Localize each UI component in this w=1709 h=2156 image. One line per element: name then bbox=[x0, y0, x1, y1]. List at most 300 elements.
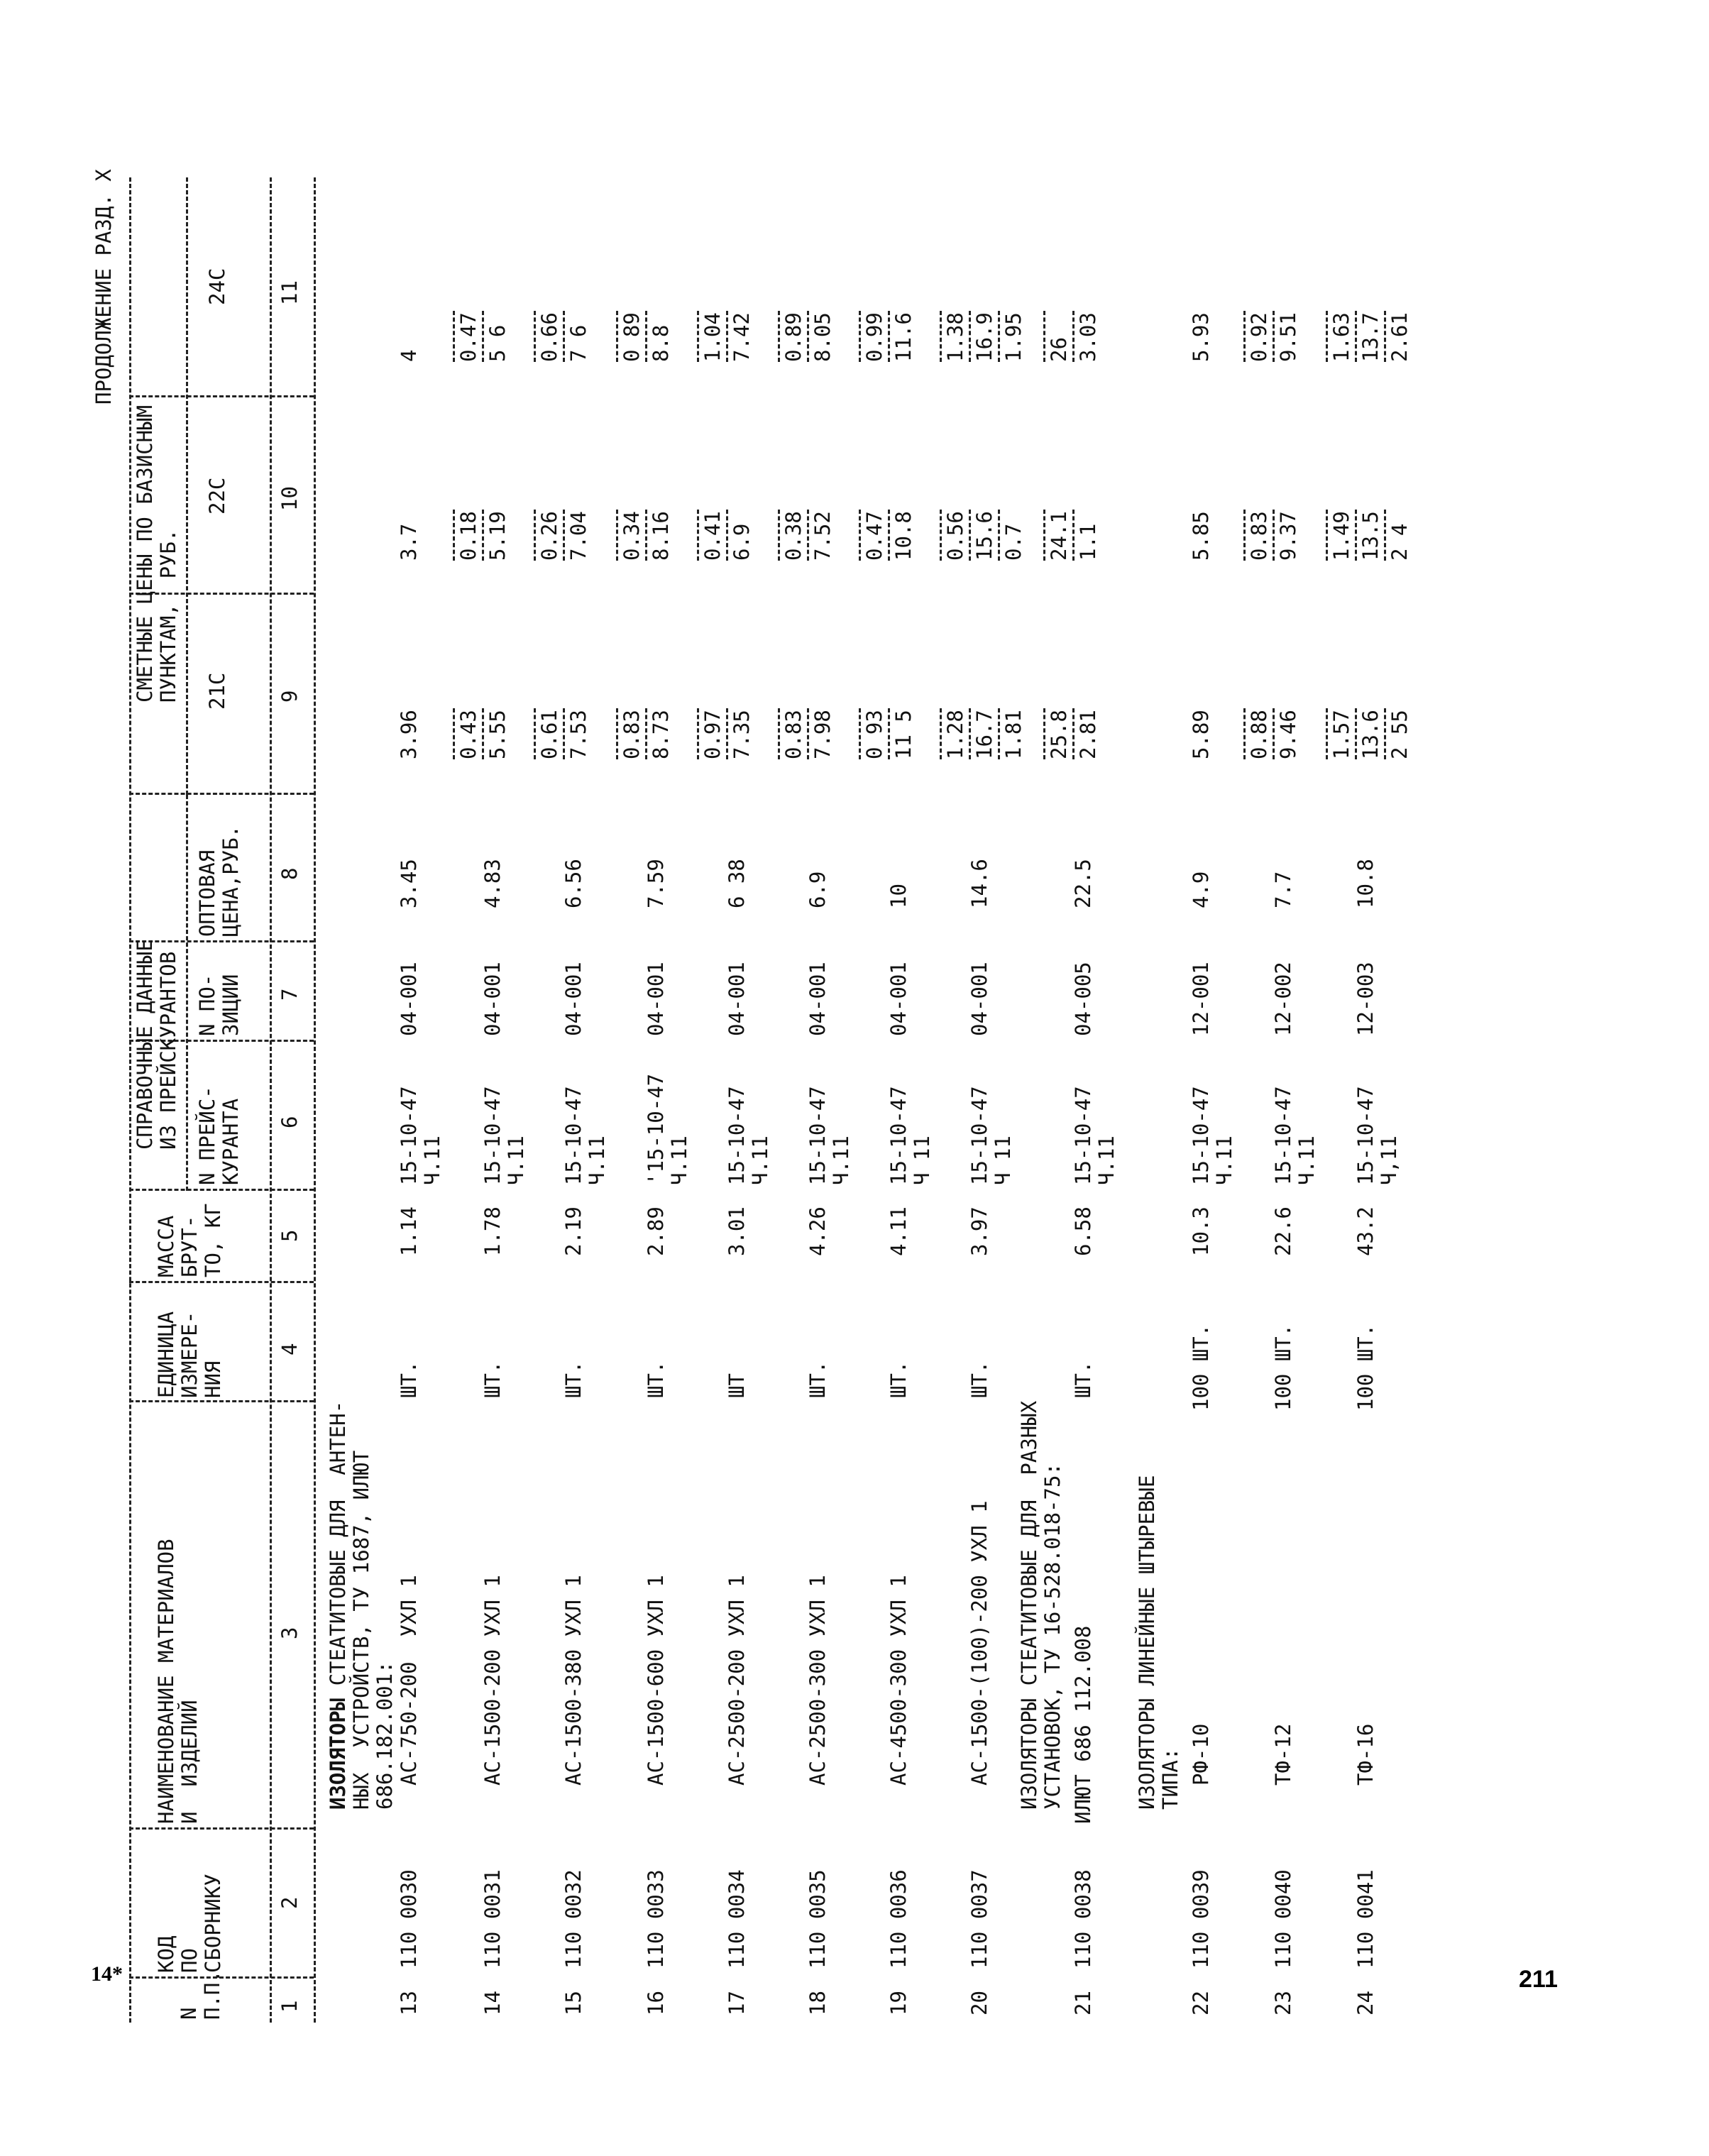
row-price-22c bbox=[1242, 510, 1300, 561]
row-pricelist: 15-10-47 bbox=[1071, 1086, 1095, 1185]
row-price-21c bbox=[532, 708, 590, 759]
price-addon: 0.83 bbox=[620, 710, 644, 759]
price-addon: 0.18 bbox=[456, 511, 480, 561]
row-name: ТФ-12 bbox=[1271, 1723, 1295, 1786]
row-code: 110 0039 bbox=[1189, 1869, 1213, 1969]
row-price-22c: 5.85 bbox=[1189, 511, 1213, 561]
row-price-21c bbox=[776, 708, 835, 759]
row-position: 04-001 bbox=[967, 962, 991, 1036]
row-mass: 22.6 bbox=[1271, 1206, 1295, 1256]
header-unit: ИЗМЕРЕ- bbox=[177, 1311, 202, 1398]
row-position: 04-001 bbox=[561, 962, 586, 1036]
row-name: АС-1500-600 УХЛ 1 bbox=[644, 1575, 668, 1786]
fraction-bar bbox=[1326, 311, 1328, 362]
row-pricelist: Ч.11 bbox=[748, 1135, 772, 1185]
header-pricelist: КУРАНТА bbox=[219, 1098, 243, 1185]
price-total: 8.05 bbox=[810, 312, 835, 362]
group-heading-line: ТИПА: bbox=[1158, 1747, 1182, 1810]
row-price-24c bbox=[615, 311, 673, 362]
row-position: 04-001 bbox=[644, 962, 668, 1036]
row-pricelist: 15-10-47 bbox=[1271, 1086, 1295, 1185]
row-price-21c bbox=[1042, 708, 1100, 759]
row-position: 04-001 bbox=[397, 962, 421, 1036]
price-total: 7.53 bbox=[566, 710, 590, 759]
price-total: 5.55 bbox=[485, 710, 510, 759]
row-pricelist: Ч.11 bbox=[585, 1135, 609, 1185]
price-total: 16.7 bbox=[972, 710, 996, 759]
column-number: 9 bbox=[277, 690, 302, 703]
price-addon: 0.83 bbox=[781, 710, 806, 759]
row-mass: 2.89 bbox=[644, 1206, 668, 1256]
price-addon: 1.49 bbox=[1329, 511, 1353, 561]
fraction-bar bbox=[616, 708, 618, 759]
price-total: 13.7 bbox=[1358, 312, 1383, 362]
row-position: 12-003 bbox=[1353, 962, 1378, 1036]
header-mid-rule bbox=[270, 177, 272, 2023]
row-price-21c bbox=[696, 708, 754, 759]
fraction-bar bbox=[940, 311, 942, 362]
price-addon: 0.83 bbox=[1247, 511, 1271, 561]
fraction-bar bbox=[1355, 510, 1357, 561]
price-total: 11 5 bbox=[891, 710, 916, 759]
column-number: 8 bbox=[277, 867, 302, 880]
row-position: 04-001 bbox=[480, 962, 505, 1036]
fraction-bar bbox=[534, 510, 536, 561]
fraction-bar bbox=[1043, 510, 1045, 561]
header-21c: 21С bbox=[205, 672, 229, 710]
fraction-bar bbox=[1384, 311, 1386, 362]
price-addon: 1.57 bbox=[1329, 710, 1353, 759]
fraction-bar bbox=[563, 708, 565, 759]
column-number: 7 bbox=[277, 988, 302, 1001]
fraction-bar bbox=[888, 708, 890, 759]
row-pricelist: 15-10-47 bbox=[806, 1086, 830, 1185]
fraction-bar bbox=[969, 510, 971, 561]
header-mass: БРУТ- bbox=[177, 1215, 202, 1277]
row-mass: 43.2 bbox=[1353, 1206, 1378, 1256]
fraction-bar bbox=[616, 510, 618, 561]
row-name: АС-1500-(100)-200 УХЛ 1 bbox=[967, 1500, 991, 1786]
price-total: 9.51 bbox=[1276, 312, 1300, 362]
row-code: 110 0032 bbox=[561, 1869, 586, 1969]
row-price-24c bbox=[1324, 311, 1412, 362]
column-number: 2 bbox=[277, 1896, 302, 1909]
column-number: 6 bbox=[277, 1116, 302, 1128]
row-price-22c bbox=[451, 510, 510, 561]
fraction-bar bbox=[1355, 311, 1357, 362]
fraction-bar bbox=[940, 510, 942, 561]
fraction-bar bbox=[1072, 311, 1075, 362]
header-unit: ЕДИНИЦА bbox=[154, 1311, 178, 1398]
header-mass: ТО, КГ bbox=[201, 1203, 225, 1277]
fraction-bar bbox=[998, 510, 1000, 561]
row-code: 110 0038 bbox=[1071, 1869, 1095, 1969]
row-price-21c bbox=[938, 708, 1026, 759]
fraction-bar bbox=[888, 311, 890, 362]
row-wholesale: 14.6 bbox=[967, 859, 991, 908]
row-unit: ШТ. bbox=[886, 1360, 911, 1398]
header-24c: 24С bbox=[205, 268, 229, 305]
row-unit: 100 ШТ. bbox=[1271, 1324, 1295, 1411]
price-addon: 0.56 bbox=[943, 511, 967, 561]
row-pricelist: Ч 11 bbox=[991, 1135, 1015, 1185]
price-total: 7.52 bbox=[810, 511, 835, 561]
row-mass: 3.97 bbox=[967, 1206, 991, 1256]
price-total: 3.03 bbox=[1076, 312, 1100, 362]
header-name: НАИМЕНОВАНИЕ МАТЕРИАЛОВ bbox=[154, 1539, 178, 1824]
fraction-bar bbox=[1043, 708, 1045, 759]
row-unit: ШТ bbox=[725, 1373, 749, 1398]
row-price-21c: 5.89 bbox=[1189, 710, 1213, 759]
price-total: 2.61 bbox=[1387, 312, 1412, 362]
price-group-underline bbox=[186, 177, 188, 795]
header-ref-group: ИЗ ПРЕЙСКУРАНТОВ bbox=[156, 951, 180, 1150]
row-wholesale: 10.8 bbox=[1353, 859, 1378, 908]
row-unit: ШТ. bbox=[480, 1360, 505, 1398]
row-position: 04-005 bbox=[1071, 962, 1095, 1036]
header-code: КОД bbox=[154, 1935, 178, 1973]
row-price-24c bbox=[1242, 311, 1300, 362]
price-total: 8.8 bbox=[649, 324, 673, 362]
price-addon: 0.66 bbox=[537, 312, 561, 362]
group-heading-text: ИЗОЛЯТОРЫ ЛИНЕЙНЫЕ ШТЫРЕВЫЕ bbox=[1135, 1475, 1159, 1810]
row-number: 15 bbox=[561, 1991, 586, 2015]
price-total: 0.7 bbox=[1001, 523, 1026, 561]
ref-group-underline bbox=[186, 795, 188, 1191]
row-unit: ШТ. bbox=[806, 1360, 830, 1398]
row-number: 24 bbox=[1353, 1991, 1378, 2015]
row-mass: 6.58 bbox=[1071, 1206, 1095, 1256]
row-pricelist: Ч,11 bbox=[1377, 1135, 1401, 1185]
header-pricelist: N ПРЕЙС- bbox=[195, 1086, 219, 1185]
fraction-bar bbox=[969, 708, 971, 759]
row-position: 12-002 bbox=[1271, 962, 1295, 1036]
price-total: 7.98 bbox=[810, 710, 835, 759]
price-addon: 0.88 bbox=[1247, 710, 1271, 759]
row-unit: 100 ШТ. bbox=[1353, 1324, 1378, 1411]
price-total: 2 55 bbox=[1387, 710, 1412, 759]
price-total: 2 4 bbox=[1387, 523, 1412, 561]
column-separator bbox=[129, 1281, 314, 1283]
column-number: 4 bbox=[277, 1343, 302, 1355]
fraction-bar bbox=[969, 311, 971, 362]
price-addon: 24.1 bbox=[1047, 511, 1071, 561]
fraction-bar bbox=[1326, 510, 1328, 561]
fraction-bar bbox=[1072, 510, 1075, 561]
fraction-bar bbox=[645, 510, 647, 561]
fraction-bar bbox=[1072, 708, 1075, 759]
page-number: 211 bbox=[1519, 1966, 1558, 1993]
price-addon: 0.89 bbox=[781, 312, 806, 362]
column-number: 11 bbox=[277, 280, 302, 305]
group-heading-line: 686.182.001: bbox=[373, 1661, 397, 1810]
fraction-bar bbox=[1243, 510, 1246, 561]
price-addon: 1.63 bbox=[1329, 312, 1353, 362]
row-price-22c bbox=[857, 510, 916, 561]
fraction-bar bbox=[453, 510, 455, 561]
row-price-21c bbox=[615, 708, 673, 759]
row-code: 110 0041 bbox=[1353, 1869, 1378, 1969]
row-pricelist: 15-10-47 bbox=[1353, 1086, 1378, 1185]
fraction-bar bbox=[859, 708, 861, 759]
row-pricelist: 15-10-47 bbox=[725, 1086, 749, 1185]
row-pricelist: 15-10-47 bbox=[561, 1086, 586, 1185]
row-pricelist: Ч.11 bbox=[667, 1135, 691, 1185]
price-total: 9.37 bbox=[1276, 511, 1300, 561]
fraction-bar bbox=[453, 311, 455, 362]
row-pricelist: Ч.11 bbox=[1212, 1135, 1236, 1185]
row-unit: 100 ШТ. bbox=[1189, 1324, 1213, 1411]
row-number: 13 bbox=[397, 1991, 421, 2015]
row-number: 18 bbox=[806, 1991, 830, 2015]
price-addon: 1.28 bbox=[943, 710, 967, 759]
row-price-24c: 4 bbox=[397, 349, 421, 362]
column-separator bbox=[129, 395, 314, 397]
price-addon: 0 93 bbox=[862, 710, 886, 759]
fraction-bar bbox=[697, 311, 699, 362]
price-addon: 0.38 bbox=[781, 511, 806, 561]
row-mass: 2.19 bbox=[561, 1206, 586, 1256]
price-addon: 0 89 bbox=[620, 312, 644, 362]
price-addon: 0.26 bbox=[537, 511, 561, 561]
fraction-bar bbox=[1384, 708, 1386, 759]
header-code: ПО bbox=[177, 1948, 202, 1973]
row-pricelist: 15-10-47 bbox=[397, 1086, 421, 1185]
row-name: ИЛЮТ 686 112.008 bbox=[1071, 1625, 1095, 1824]
column-number: 10 bbox=[277, 486, 302, 511]
price-addon: 25.8 bbox=[1047, 710, 1071, 759]
price-addon: 1.04 bbox=[700, 312, 725, 362]
fraction-bar bbox=[778, 311, 780, 362]
row-price-22c bbox=[776, 510, 835, 561]
column-number: 1 bbox=[277, 2000, 302, 2013]
header-wholesale: ОПТОВАЯ bbox=[195, 849, 219, 937]
row-price-24c bbox=[532, 311, 590, 362]
price-total: 2.81 bbox=[1076, 710, 1100, 759]
price-total: 9.46 bbox=[1276, 710, 1300, 759]
column-separator bbox=[129, 1827, 314, 1830]
row-pricelist: 15-10-47 bbox=[967, 1086, 991, 1185]
header-ref-group: СПРАВОЧНЫЕ ДАННЫЕ bbox=[133, 939, 157, 1150]
price-addon: 0.61 bbox=[537, 710, 561, 759]
row-price-21c bbox=[451, 708, 510, 759]
row-wholesale: 22.5 bbox=[1071, 859, 1095, 908]
price-addon: 0.43 bbox=[456, 710, 480, 759]
fraction-bar bbox=[888, 510, 890, 561]
row-name: ТФ-16 bbox=[1353, 1723, 1378, 1786]
row-price-21c bbox=[857, 708, 916, 759]
group-heading bbox=[1136, 1475, 1159, 1810]
fraction-bar bbox=[807, 708, 809, 759]
price-addon: 0.41 bbox=[700, 511, 725, 561]
price-total: 5.19 bbox=[485, 511, 510, 561]
row-price-21c bbox=[1324, 708, 1412, 759]
fraction-bar bbox=[859, 510, 861, 561]
group-heading-line: НЫХ УСТРОЙСТВ, ТУ 1687, ИЛЮТ bbox=[349, 1450, 373, 1810]
price-total: 11.6 bbox=[891, 312, 916, 362]
header-code: СБОРНИКУ bbox=[201, 1874, 225, 1973]
price-total: 7.04 bbox=[566, 511, 590, 561]
row-mass: 4.26 bbox=[806, 1206, 830, 1256]
row-wholesale: 6.56 bbox=[561, 859, 586, 908]
row-pricelist: '15-10-47 bbox=[644, 1073, 668, 1185]
row-number: 14 bbox=[480, 1991, 505, 2015]
row-number: 16 bbox=[644, 1991, 668, 2015]
row-price-22c bbox=[938, 510, 1026, 561]
column-separator bbox=[129, 1400, 314, 1402]
header-price-group: СМЕТНЫЕ ЦЕНЫ ПО БАЗИСНЫМ bbox=[133, 405, 157, 703]
row-name: АС-2500-300 УХЛ 1 bbox=[806, 1575, 830, 1786]
group-heading-text: ИЗОЛЯТОРЫ СТЕАТИТОВЫЕ ДЛЯ РАЗНЫХ bbox=[1017, 1400, 1041, 1810]
row-code: 110 0035 bbox=[806, 1869, 830, 1969]
fraction-bar bbox=[807, 311, 809, 362]
row-position: 12-001 bbox=[1189, 962, 1213, 1036]
column-separator bbox=[129, 1189, 314, 1191]
row-code: 110 0037 bbox=[967, 1869, 991, 1969]
fraction-bar bbox=[859, 311, 861, 362]
row-wholesale: 6 38 bbox=[725, 859, 749, 908]
group-heading-text: СТЕАТИТОВЫЕ ДЛЯ АНТЕН- bbox=[326, 1400, 350, 1698]
row-pricelist: Ч.11 bbox=[420, 1135, 444, 1185]
fraction-bar bbox=[563, 510, 565, 561]
price-total: 8.16 bbox=[649, 511, 673, 561]
row-mass: 4.11 bbox=[886, 1206, 911, 1256]
price-total: 5 6 bbox=[485, 324, 510, 362]
fraction-bar bbox=[1273, 510, 1275, 561]
row-price-22c bbox=[615, 510, 673, 561]
fraction-bar bbox=[726, 708, 728, 759]
price-total: 1.1 bbox=[1076, 523, 1100, 561]
row-price-22c bbox=[1324, 510, 1412, 561]
price-total: 8.73 bbox=[649, 710, 673, 759]
fraction-bar bbox=[645, 311, 647, 362]
column-number: 3 bbox=[277, 1627, 302, 1639]
row-name: АС-1500-200 УХЛ 1 bbox=[480, 1575, 505, 1786]
fraction-bar bbox=[778, 510, 780, 561]
row-wholesale: 7.59 bbox=[644, 859, 668, 908]
row-wholesale: 6.9 bbox=[806, 871, 830, 908]
row-code: 110 0030 bbox=[397, 1869, 421, 1969]
row-mass: 1.78 bbox=[480, 1206, 505, 1256]
price-total: 7 6 bbox=[566, 324, 590, 362]
fraction-bar bbox=[645, 708, 647, 759]
fraction-bar bbox=[940, 708, 942, 759]
header-npp: N bbox=[177, 2007, 201, 2020]
header-unit: НИЯ bbox=[201, 1360, 225, 1398]
price-total: 6.9 bbox=[730, 523, 754, 561]
row-name: АС-4500-300 УХЛ 1 bbox=[886, 1575, 911, 1786]
row-name: АС-2500-200 УХЛ 1 bbox=[725, 1575, 749, 1786]
fraction-bar bbox=[534, 708, 536, 759]
price-addon: 0.47 bbox=[862, 511, 886, 561]
price-total: 7.35 bbox=[730, 710, 754, 759]
column-number: 5 bbox=[277, 1229, 302, 1242]
row-unit: ШТ. bbox=[561, 1360, 586, 1398]
row-name: АС-1500-380 УХЛ 1 bbox=[561, 1575, 586, 1786]
group-heading bbox=[326, 1401, 350, 1810]
row-price-22c bbox=[532, 510, 590, 561]
price-total: 13.6 bbox=[1358, 710, 1383, 759]
row-mass: 3.01 bbox=[725, 1206, 749, 1256]
corner-mark: 14* bbox=[91, 1962, 123, 1986]
fraction-bar bbox=[534, 311, 536, 362]
row-pricelist: Ч.11 bbox=[1094, 1135, 1119, 1185]
row-wholesale: 7.7 bbox=[1271, 871, 1295, 908]
fraction-bar bbox=[998, 311, 1000, 362]
price-total: 1.81 bbox=[1001, 710, 1026, 759]
row-unit: ШТ. bbox=[1071, 1360, 1095, 1398]
fraction-bar bbox=[563, 311, 565, 362]
fraction-bar bbox=[697, 510, 699, 561]
header-price-group: ПУНКТАМ, РУБ. bbox=[156, 529, 180, 703]
fraction-bar bbox=[616, 311, 618, 362]
row-unit: ШТ. bbox=[967, 1360, 991, 1398]
row-number: 19 bbox=[886, 1991, 911, 2015]
row-code: 110 0040 bbox=[1271, 1869, 1295, 1969]
row-wholesale: 3.45 bbox=[397, 859, 421, 908]
row-unit: ШТ. bbox=[397, 1360, 421, 1398]
row-number: 23 bbox=[1271, 1991, 1295, 2015]
row-name: РФ-10 bbox=[1189, 1723, 1213, 1786]
header-position: N ПО- bbox=[195, 974, 219, 1036]
row-price-24c bbox=[451, 311, 510, 362]
row-position: 04-001 bbox=[886, 962, 911, 1036]
price-addon: 26 bbox=[1047, 337, 1071, 362]
row-price-24c: 5.93 bbox=[1189, 312, 1213, 362]
row-price-24c bbox=[696, 311, 754, 362]
price-addon: 0.92 bbox=[1247, 312, 1271, 362]
row-pricelist: Ч 11 bbox=[910, 1135, 934, 1185]
row-number: 17 bbox=[725, 1991, 749, 2015]
column-separator bbox=[129, 793, 314, 795]
row-name: АС-750-200 УХЛ 1 bbox=[397, 1575, 421, 1786]
fraction-bar bbox=[726, 311, 728, 362]
price-total: 10.8 bbox=[891, 511, 916, 561]
row-wholesale: 4.83 bbox=[480, 859, 505, 908]
fraction-bar bbox=[482, 510, 484, 561]
row-code: 110 0033 bbox=[644, 1869, 668, 1969]
row-pricelist: 15-10-47 bbox=[1189, 1086, 1213, 1185]
price-addon: 0.47 bbox=[456, 312, 480, 362]
fraction-bar bbox=[482, 311, 484, 362]
fraction-bar bbox=[453, 708, 455, 759]
header-wholesale: ЦЕНА,РУБ. bbox=[219, 825, 243, 937]
header-mass: МАССА bbox=[154, 1215, 178, 1277]
row-price-21c: 3.96 bbox=[397, 710, 421, 759]
row-price-24c bbox=[1042, 311, 1100, 362]
fraction-bar bbox=[1273, 708, 1275, 759]
group-heading bbox=[1018, 1401, 1041, 1810]
row-code: 110 0031 bbox=[480, 1869, 505, 1969]
row-price-22c bbox=[696, 510, 754, 561]
group-heading-line: УСТАНОВОК, ТУ 16-528.018-75: bbox=[1040, 1463, 1065, 1810]
fraction-bar bbox=[807, 510, 809, 561]
row-position: 04-001 bbox=[725, 962, 749, 1036]
fraction-bar bbox=[697, 708, 699, 759]
fraction-bar bbox=[726, 510, 728, 561]
row-wholesale: 4.9 bbox=[1189, 871, 1213, 908]
row-pricelist: Ч.11 bbox=[829, 1135, 853, 1185]
header-bottom-rule bbox=[314, 177, 316, 2023]
row-number: 22 bbox=[1189, 1991, 1213, 2015]
fraction-bar bbox=[1355, 708, 1357, 759]
row-code: 110 0036 bbox=[886, 1869, 911, 1969]
header-22c: 22С bbox=[205, 477, 229, 515]
row-unit: ШТ. bbox=[644, 1360, 668, 1398]
row-pricelist: 15-10-47 bbox=[480, 1086, 505, 1185]
row-pricelist: Ч.11 bbox=[1295, 1135, 1319, 1185]
price-total: 16.9 bbox=[972, 312, 996, 362]
